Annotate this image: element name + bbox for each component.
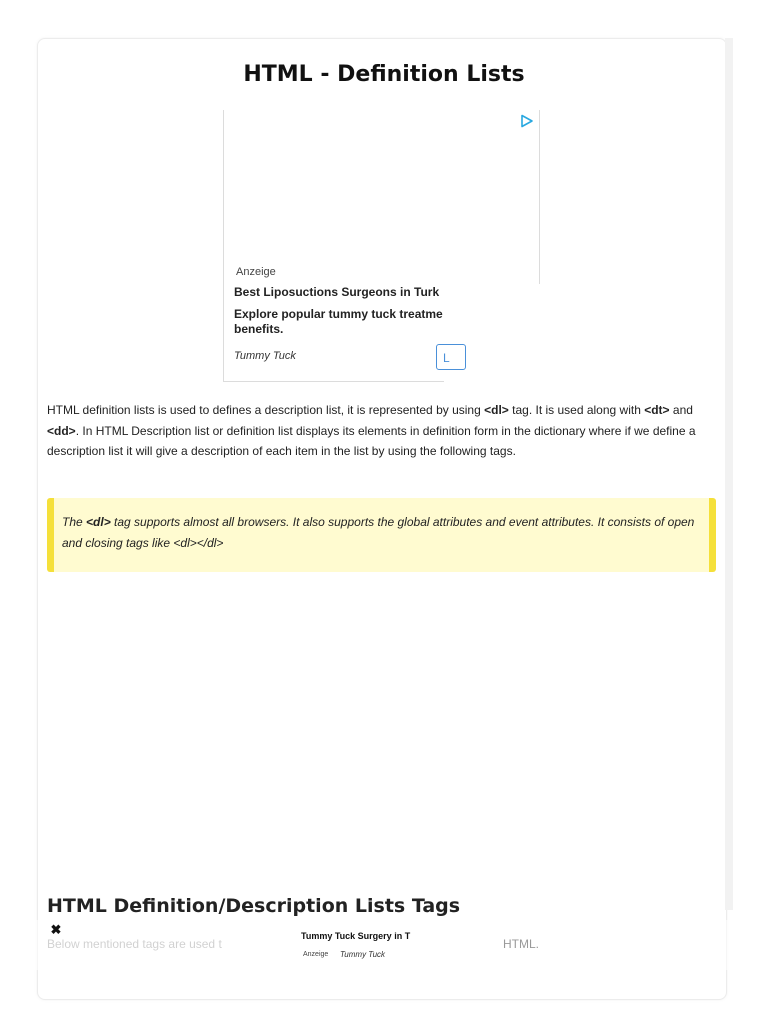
- close-icon[interactable]: ✖: [50, 922, 62, 937]
- ad-source: Tummy Tuck: [234, 350, 296, 362]
- intro-text-4: . In HTML Description list or definition list displays its elements in definition form in the dictionary where if we define a description list it will give a description of each item in the list by using the following tags.: [47, 423, 696, 458]
- ad-body[interactable]: [223, 262, 450, 382]
- intro-text-3: and: [669, 403, 693, 417]
- note-callout: [47, 498, 716, 572]
- side-strip: [725, 38, 733, 910]
- section-text-tail: HTML.: [503, 937, 539, 951]
- note-text-2: tag supports almost all browsers. It also supports the global attributes and event attributes. It consists of open and closing tags like <dl></dl>: [62, 515, 695, 550]
- ad-media-area[interactable]: [223, 110, 540, 284]
- ad-headline[interactable]: Best Liposuctions Surgeons in Turk: [234, 285, 440, 299]
- intro-text-1: HTML definition lists is used to defines a description list, it is represented by using: [47, 403, 485, 417]
- ad-cta-button[interactable]: L: [436, 344, 466, 370]
- page-title: HTML - Definition Lists: [243, 62, 525, 87]
- sticky-ad-label: Anzeige: [303, 951, 329, 958]
- sticky-ad-card[interactable]: [249, 922, 409, 970]
- sticky-ad-headline[interactable]: Tummy Tuck Surgery in T: [301, 931, 411, 941]
- adchoices-play-icon[interactable]: [520, 114, 534, 128]
- intro-paragraph: [47, 400, 725, 462]
- section-heading: HTML Definition/Description Lists Tags: [47, 895, 461, 917]
- tag-dl: <dl>: [484, 403, 509, 417]
- ad-description[interactable]: Explore popular tummy tuck treatme benefits.: [234, 307, 443, 336]
- tag-dd: <dd>: [47, 423, 76, 438]
- note-tag-dl: <dl>: [86, 515, 111, 529]
- ad-label: Anzeige: [236, 266, 276, 278]
- tag-dt: <dt>: [644, 403, 670, 417]
- sticky-ad-source: Tummy Tuck: [340, 950, 386, 959]
- note-text-1: The: [62, 515, 87, 529]
- display-ad[interactable]: [223, 110, 539, 382]
- intro-text-2: tag. It is used along with: [508, 403, 645, 417]
